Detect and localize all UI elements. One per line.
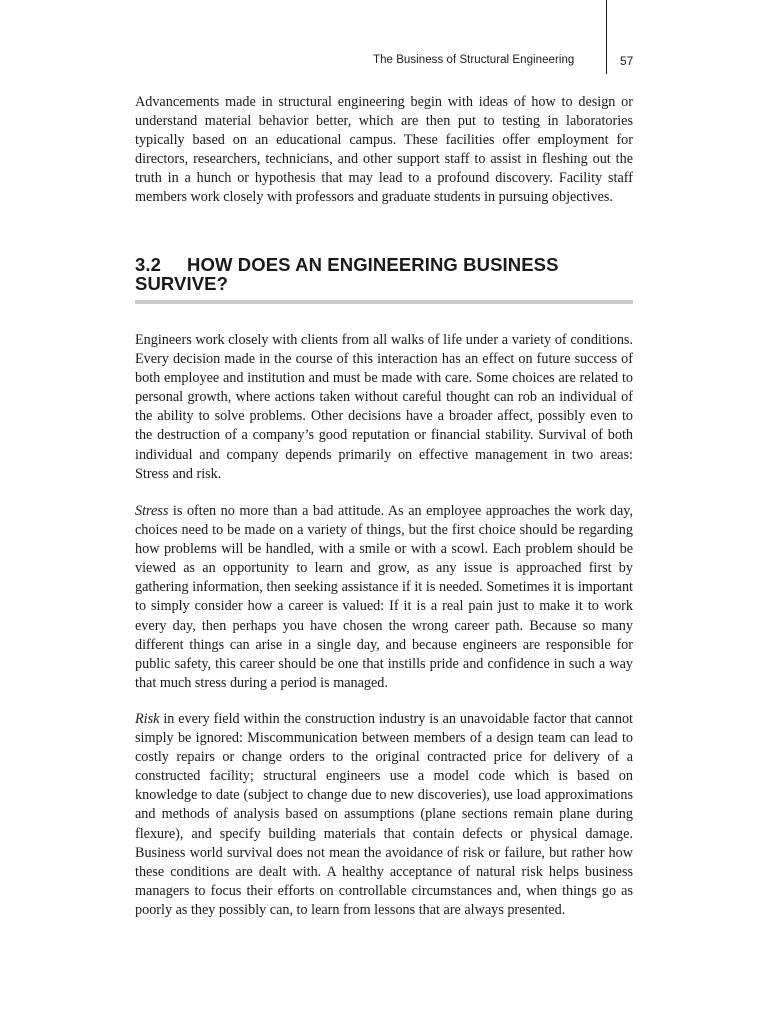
- section-number: 3.2: [135, 254, 162, 275]
- intro-paragraph-block: [135, 93, 633, 208]
- stress-paragraph: [135, 502, 633, 693]
- risk-term: Risk: [135, 711, 160, 727]
- stress-body: is often no more than a bad attitude. As an employee approaches the work day, choices need to be made on a variety of things, but the first choice should be regarding how problems will be handled, with a smile or with a scowl. Each problem should be viewed as an opportunity to learn and grow, as any issue is approached first by gathering information, then seeking assistance if it is needed. Sometimes it is important to simply consider how a career is valued: If it is a real pain just to make it to work every day, then perhaps you have chosen the wrong career path. Because so many different things can arise in a single day, and because engineers are responsible for public safety, this career should be one that instills pride and confidence in such a way that much stress during a period is managed.: [135, 503, 633, 691]
- risk-paragraph: [135, 710, 633, 920]
- stress-paragraph-block: [135, 502, 633, 693]
- page-number: 57: [620, 54, 634, 68]
- risk-body: in every field within the construction industry is an unavoidable factor that cannot simply be ignored: Miscommunication between members of a design team can lead to costly repairs or change orders to the original contracted price for delivery of a constructed facility; structural engineers use a model code which is based on knowledge to date (subject to change due to new discoveries), use load approximations and methods of analysis based on assumptions (plane sections remain plane during flexure), and specify building materials that contain defects or physical damage. Business world survival does not mean the avoidance of risk or failure, but rather how these conditions are dealt with. A healthy acceptance of natural risk helps business managers to focus their efforts on controllable circumstances and, when things go as poorly as they possibly can, to learn from lessons that are always presented.: [135, 711, 633, 918]
- risk-paragraph-block: [135, 710, 633, 920]
- header-divider: [606, 0, 607, 74]
- stress-term: Stress: [135, 503, 169, 519]
- intro-paragraph: Advancements made in structural engineering begin with ideas of how to design or understand material behavior better, which are then put to testing in laboratories typically based on an educational campus. These facilities offer employment for directors, researchers, technicians, and other support staff to assist in fleshing out the truth in a hunch or hypothesis that may lead to a profound discovery. Facility staff members work closely with professors and graduate students in pursuing objectives.: [135, 94, 633, 206]
- section-heading: [135, 255, 633, 293]
- running-head: The Business of Structural Engineering: [373, 54, 575, 66]
- section-title: HOW DOES AN ENGINEERING BUSINESS SURVIVE?: [135, 254, 559, 294]
- clients-paragraph-block: [135, 331, 633, 484]
- clients-paragraph: Engineers work closely with clients from all walks of life under a variety of conditions. Every decision made in the course of this interaction has an effect on future success of both employee and institution and must be made with care. Some choices are related to personal growth, where actions taken without careful thought can rob an individual of the ability to solve problems. Other decisions have a broader affect, possibly even to the destruction of a company’s good reputation or financial stability. Survival of both individual and company depends primarily on effective management in two areas: Stress and risk.: [135, 332, 633, 482]
- section-heading-rule: [135, 300, 633, 304]
